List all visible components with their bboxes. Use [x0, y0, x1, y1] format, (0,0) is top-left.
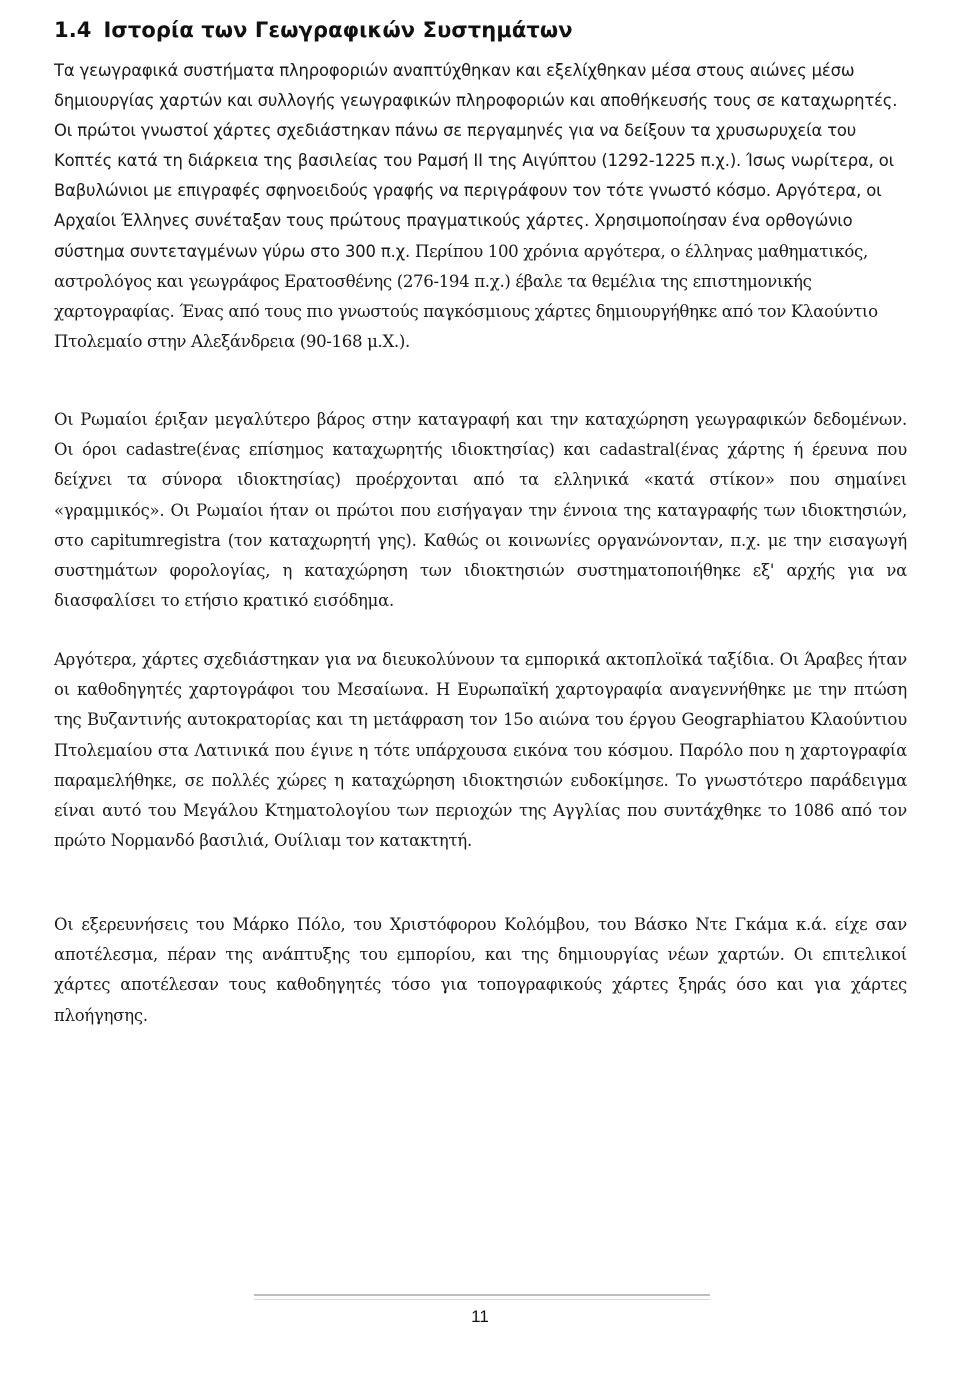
paragraph-history-intro-part2: Περίπου 100 χρόνια αργότερα, ο έλληνας μαθηματικός, αστρολόγος και γεωγράφος Ερατοσθένης (276-194 π.χ.) έβαλε τα θεμέλια της επιστημονικής χαρτογραφίας. Ένας από τους πιο γνωστούς παγκόσμιους χάρτες δημιουργήθηκε από τον Κλαούντιο Πτολεμαίο στην Αλεξάνδρεια (90-168 μ.Χ.). [54, 241, 878, 351]
paragraph-history-intro-part1: Τα γεωγραφικά συστήματα πληροφοριών αναπτύχθηκαν και εξελίχθηκαν μέσα στους αιώνες μέσω δημιουργίας χαρτών και συλλογής γεωγραφικών πληροφοριών και αποθήκευσής τους σε καταχωρητές. Οι πρώτοι γνωστοί χάρτες σχεδιάστηκαν πάνω σε περγαμηνές για να δείξουν τα χρυσωρυχεία του Κοπτές κατά τη διάρκεια της βασιλείας του Ραμσή ΙΙ της Αιγύπτου (1292-1225 π.χ.). Ίσως νωρίτερα, οι Βαβυλώνιοι με επιγραφές σφηνοειδούς γραφής να περιγράφουν τον τότε γνωστό κόσμο. Αργότερα, οι Αρχαίοι Έλληνες συνέταξαν τους πρώτους πραγματικούς χάρτες. Χρησιμοποίησαν ένα ορθογώνιο σύστημα συντεταγμένων γύρω στο 300 π.χ. [54, 61, 898, 261]
section-heading [54, 18, 573, 42]
paragraph-history-intro [54, 56, 907, 357]
paragraph-explorations: Οι εξερευνήσεις του Μάρκο Πόλο, του Χριστόφορου Κολόμβου, του Βάσκο Ντε Γκάμα κ.ά. είχε σαν αποτέλεσμα, πέραν της ανάπτυξης του εμπορίου, και της δημιουργίας νέων χαρτών. Οι επιτελικοί χάρτες αποτέλεσαν τους καθοδηγητές τόσο για τοπογραφικούς χάρτες ξηράς όσο και για χάρτες πλοήγησης. [54, 915, 907, 1025]
paragraph-middle-ages: Αργότερα, χάρτες σχεδιάστηκαν για να διευκολύνουν τα εμπορικά ακτοπλοϊκά ταξίδια. Οι Άραβες ήταν οι καθοδηγητές χαρτογράφοι του Μεσαίωνα. Η Ευρωπαϊκή χαρτογραφία αναγεννήθηκε με την πτώση της Βυζαντινής αυτοκρατορίας και τη μετάφραση τον 15ο αιώνα του έργου Geographiaτου Κλαούντιου Πτολεμαίου στα Λατινικά που έγινε η τότε υπάρχουσα εικόνα του κόσμου. Παρόλο που η χαρτογραφία παραμελήθηκε, σε πολλές χώρες η καταχώρηση ιδιοκτησιών ευδοκίμησε. Το γνωστότερο παράδειγμα είναι αυτό του Μεγάλου Κτηματολογίου των περιοχών της Αγγλίας που συντάχθηκε το 1086 από τον πρώτο Νορμανδό βασιλιά, Ουίλιαμ τον κατακτητή. [54, 650, 907, 851]
section-title: Ιστορία των Γεωγραφικών Συστημάτων [103, 18, 573, 42]
paragraph-romans: Οι Ρωμαίοι έριξαν μεγαλύτερο βάρος στην καταγραφή και την καταχώρηση γεωγραφικών δεδομένων. Οι όροι cadastre(ένας επίσημος καταχωρητής ιδιοκτησίας) και cadastral(ένας χάρτης ή έρευνα που δείχνει τα σύνορα ιδιοκτησίας) προέρχονται από τα ελληνικά «κατά στίκον» που σημαίνει «γραμμικός». Οι Ρωμαίοι ήταν οι πρώτοι που εισήγαγαν την έννοια της καταγραφής των ιδιοκτησιών, στο capitumregistra (τον καταχωρητή γης). Καθώς οι κοινωνίες οργανώνονταν, π.χ. με την εισαγωγή συστημάτων φορολογίας, η καταχώρηση των ιδιοκτησιών συστηματοποιήθηκε εξ' αρχής για να διασφαλίσει το ετήσιο κρατικό εισόδημα. [54, 410, 907, 611]
footer-divider-secondary [254, 1299, 710, 1300]
section-number: 1.4 [54, 18, 92, 42]
footer-divider [254, 1294, 710, 1296]
page-number: 11 [471, 1307, 489, 1326]
